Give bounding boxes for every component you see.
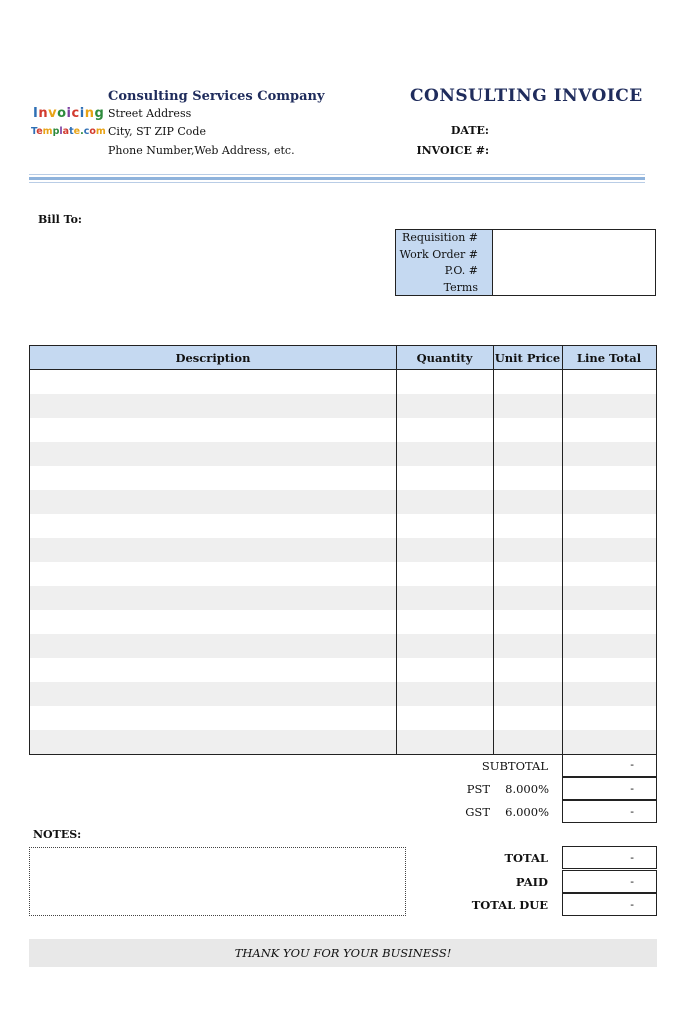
gst-value: - xyxy=(562,800,657,823)
column-divider xyxy=(493,346,494,754)
thank-you-banner: THANK YOU FOR YOUR BUSINESS! xyxy=(29,939,657,967)
items-table xyxy=(29,345,657,755)
gst-rate: 6.000% xyxy=(505,805,549,819)
gst-label: GST xyxy=(465,805,490,819)
pst-rate: 8.000% xyxy=(505,782,549,796)
header-rule-top xyxy=(29,174,645,175)
bill-to-label: Bill To: xyxy=(38,213,82,226)
subtotal-value: - xyxy=(562,754,657,777)
column-divider xyxy=(562,346,563,754)
header-rule-main xyxy=(29,177,645,180)
po-label: P.O. # xyxy=(444,264,478,277)
logo-invoicing: Invoicing xyxy=(33,106,105,121)
pst-value: - xyxy=(562,777,657,800)
company-name: Consulting Services Company xyxy=(108,89,325,104)
company-contact: Phone Number,Web Address, etc. xyxy=(108,144,295,157)
invoice-title: CONSULTING INVOICE xyxy=(410,86,643,106)
notes-label: NOTES: xyxy=(33,828,82,841)
work-order-label: Work Order # xyxy=(399,248,478,261)
header-unit-price: Unit Price xyxy=(494,351,561,365)
total-label: TOTAL xyxy=(504,851,548,865)
column-divider xyxy=(396,346,397,754)
total-due-value: - xyxy=(562,893,657,916)
total-due-label: TOTAL DUE xyxy=(471,898,548,912)
requisition-label: Requisition # xyxy=(402,231,478,244)
requisition-box xyxy=(395,229,656,296)
company-city: City, ST ZIP Code xyxy=(108,125,206,138)
pst-label: PST xyxy=(466,782,490,796)
subtotal-label: SUBTOTAL xyxy=(481,759,548,773)
header-line-total: Line Total xyxy=(576,351,642,365)
paid-label: PAID xyxy=(515,875,548,889)
invoice-number-label: INVOICE #: xyxy=(416,144,489,157)
logo-template-com: Template.com xyxy=(31,126,106,137)
paid-value: - xyxy=(562,870,657,893)
terms-label: Terms xyxy=(443,281,478,294)
notes-box[interactable] xyxy=(29,847,406,916)
date-label: DATE: xyxy=(450,124,489,137)
header-description: Description xyxy=(175,351,251,365)
header-quantity: Quantity xyxy=(416,351,473,365)
header-rule-bottom xyxy=(29,182,645,183)
company-street: Street Address xyxy=(108,107,192,120)
total-value: - xyxy=(562,846,657,869)
requisition-label-column xyxy=(396,230,493,295)
